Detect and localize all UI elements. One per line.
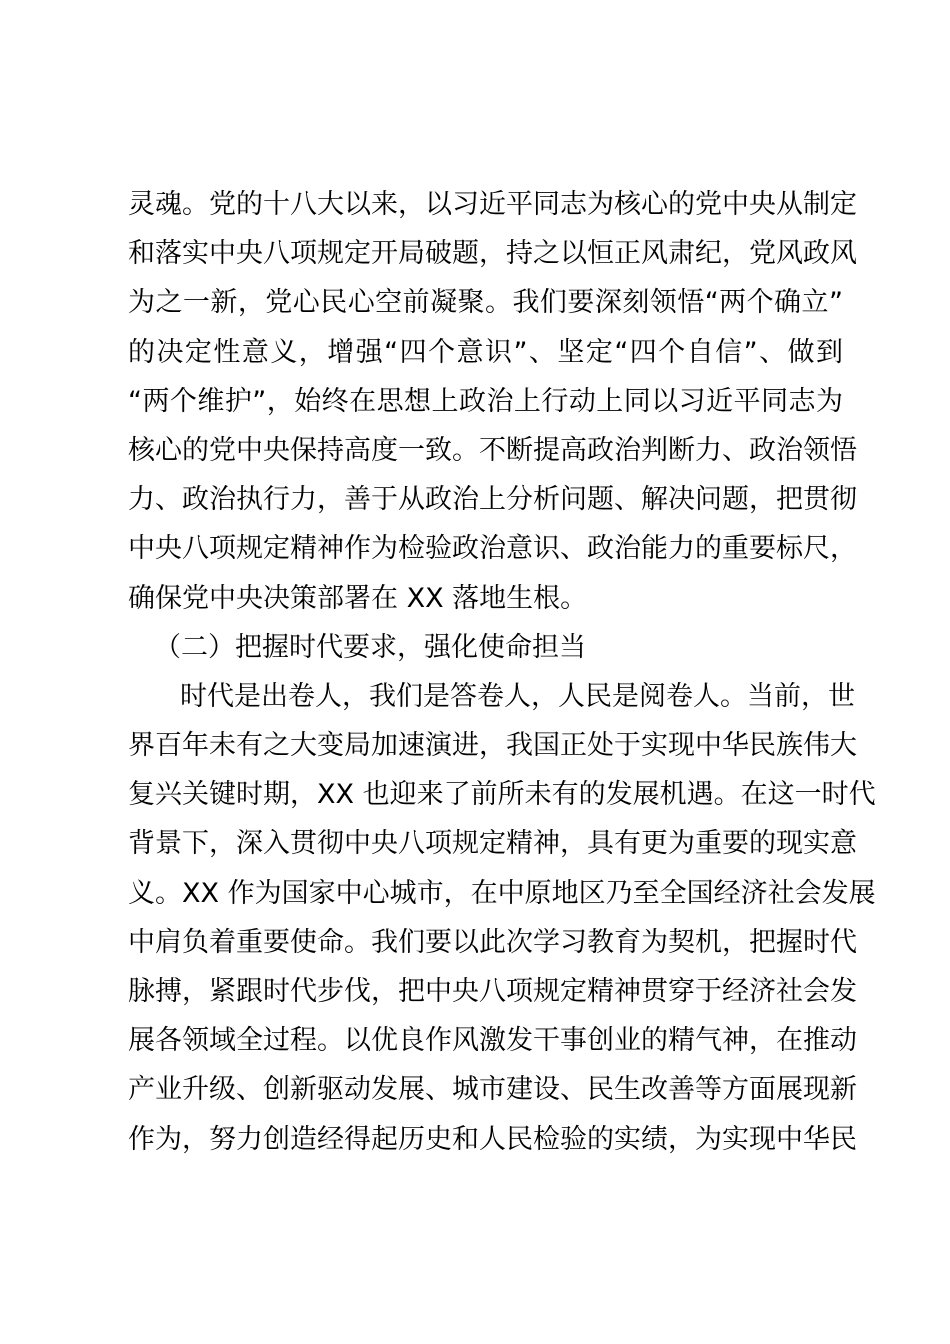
document-body [128, 180, 876, 1164]
text-line: 中央八项规定精神作为检验政治意识、政治能力的重要标尺， [128, 533, 857, 565]
text-line: 和落实中央八项规定开局破题，持之以恒正风肃纪，党风政风 [128, 238, 857, 270]
paragraph-last-line: 确保党中央决策部署在 XX 落地生根。 [128, 582, 588, 614]
text-line: “两个维护”，始终在思想上政治上行动上同以习近平同志为 [128, 385, 843, 417]
text-line: 作为，努力创造经得起历史和人民检验的实绩，为实现中华民 [128, 1123, 857, 1155]
text-line: 界百年未有之大变局加速演进，我国正处于实现中华民族伟大 [128, 730, 857, 762]
text-line: 核心的党中央保持高度一致。不断提高政治判断力、政治领悟 [128, 434, 857, 466]
text-line: 展各领域全过程。以优良作风激发干事创业的精气神，在推动 [128, 1025, 857, 1057]
text-line: 背景下，深入贯彻中央八项规定精神，具有更为重要的现实意 [128, 828, 857, 860]
text-line: 的决定性意义，增强“四个意识”、坚定“四个自信”、做到 [128, 336, 843, 368]
paragraph-first-line: 时代是出卷人，我们是答卷人，人民是阅卷人。当前，世 [180, 680, 855, 712]
text-line: 为之一新，党心民心空前凝聚。我们要深刻领悟“两个确立” [128, 287, 843, 319]
text-line: 产业升级、创新驱动发展、城市建设、民生改善等方面展现新 [128, 1074, 857, 1106]
text-line: 力、政治执行力，善于从政治上分析问题、解决问题，把贯彻 [128, 484, 857, 516]
text-line: 义。XX 作为国家中心城市，在中原地区乃至全国经济社会发展 [128, 877, 876, 909]
text-line: 脉搏，紧跟时代步伐，把中央八项规定精神贯穿于经济社会发 [128, 976, 857, 1007]
text-line: 中肩负着重要使命。我们要以此次学习教育为契机，把握时代 [128, 926, 857, 958]
text-line: 灵魂。党的十八大以来，以习近平同志为核心的党中央从制定 [128, 189, 857, 220]
section-heading: （二）把握时代要求，强化使命担当 [154, 631, 586, 663]
text-line: 复兴关键时期，XX 也迎来了前所未有的发展机遇。在这一时代 [128, 779, 876, 811]
